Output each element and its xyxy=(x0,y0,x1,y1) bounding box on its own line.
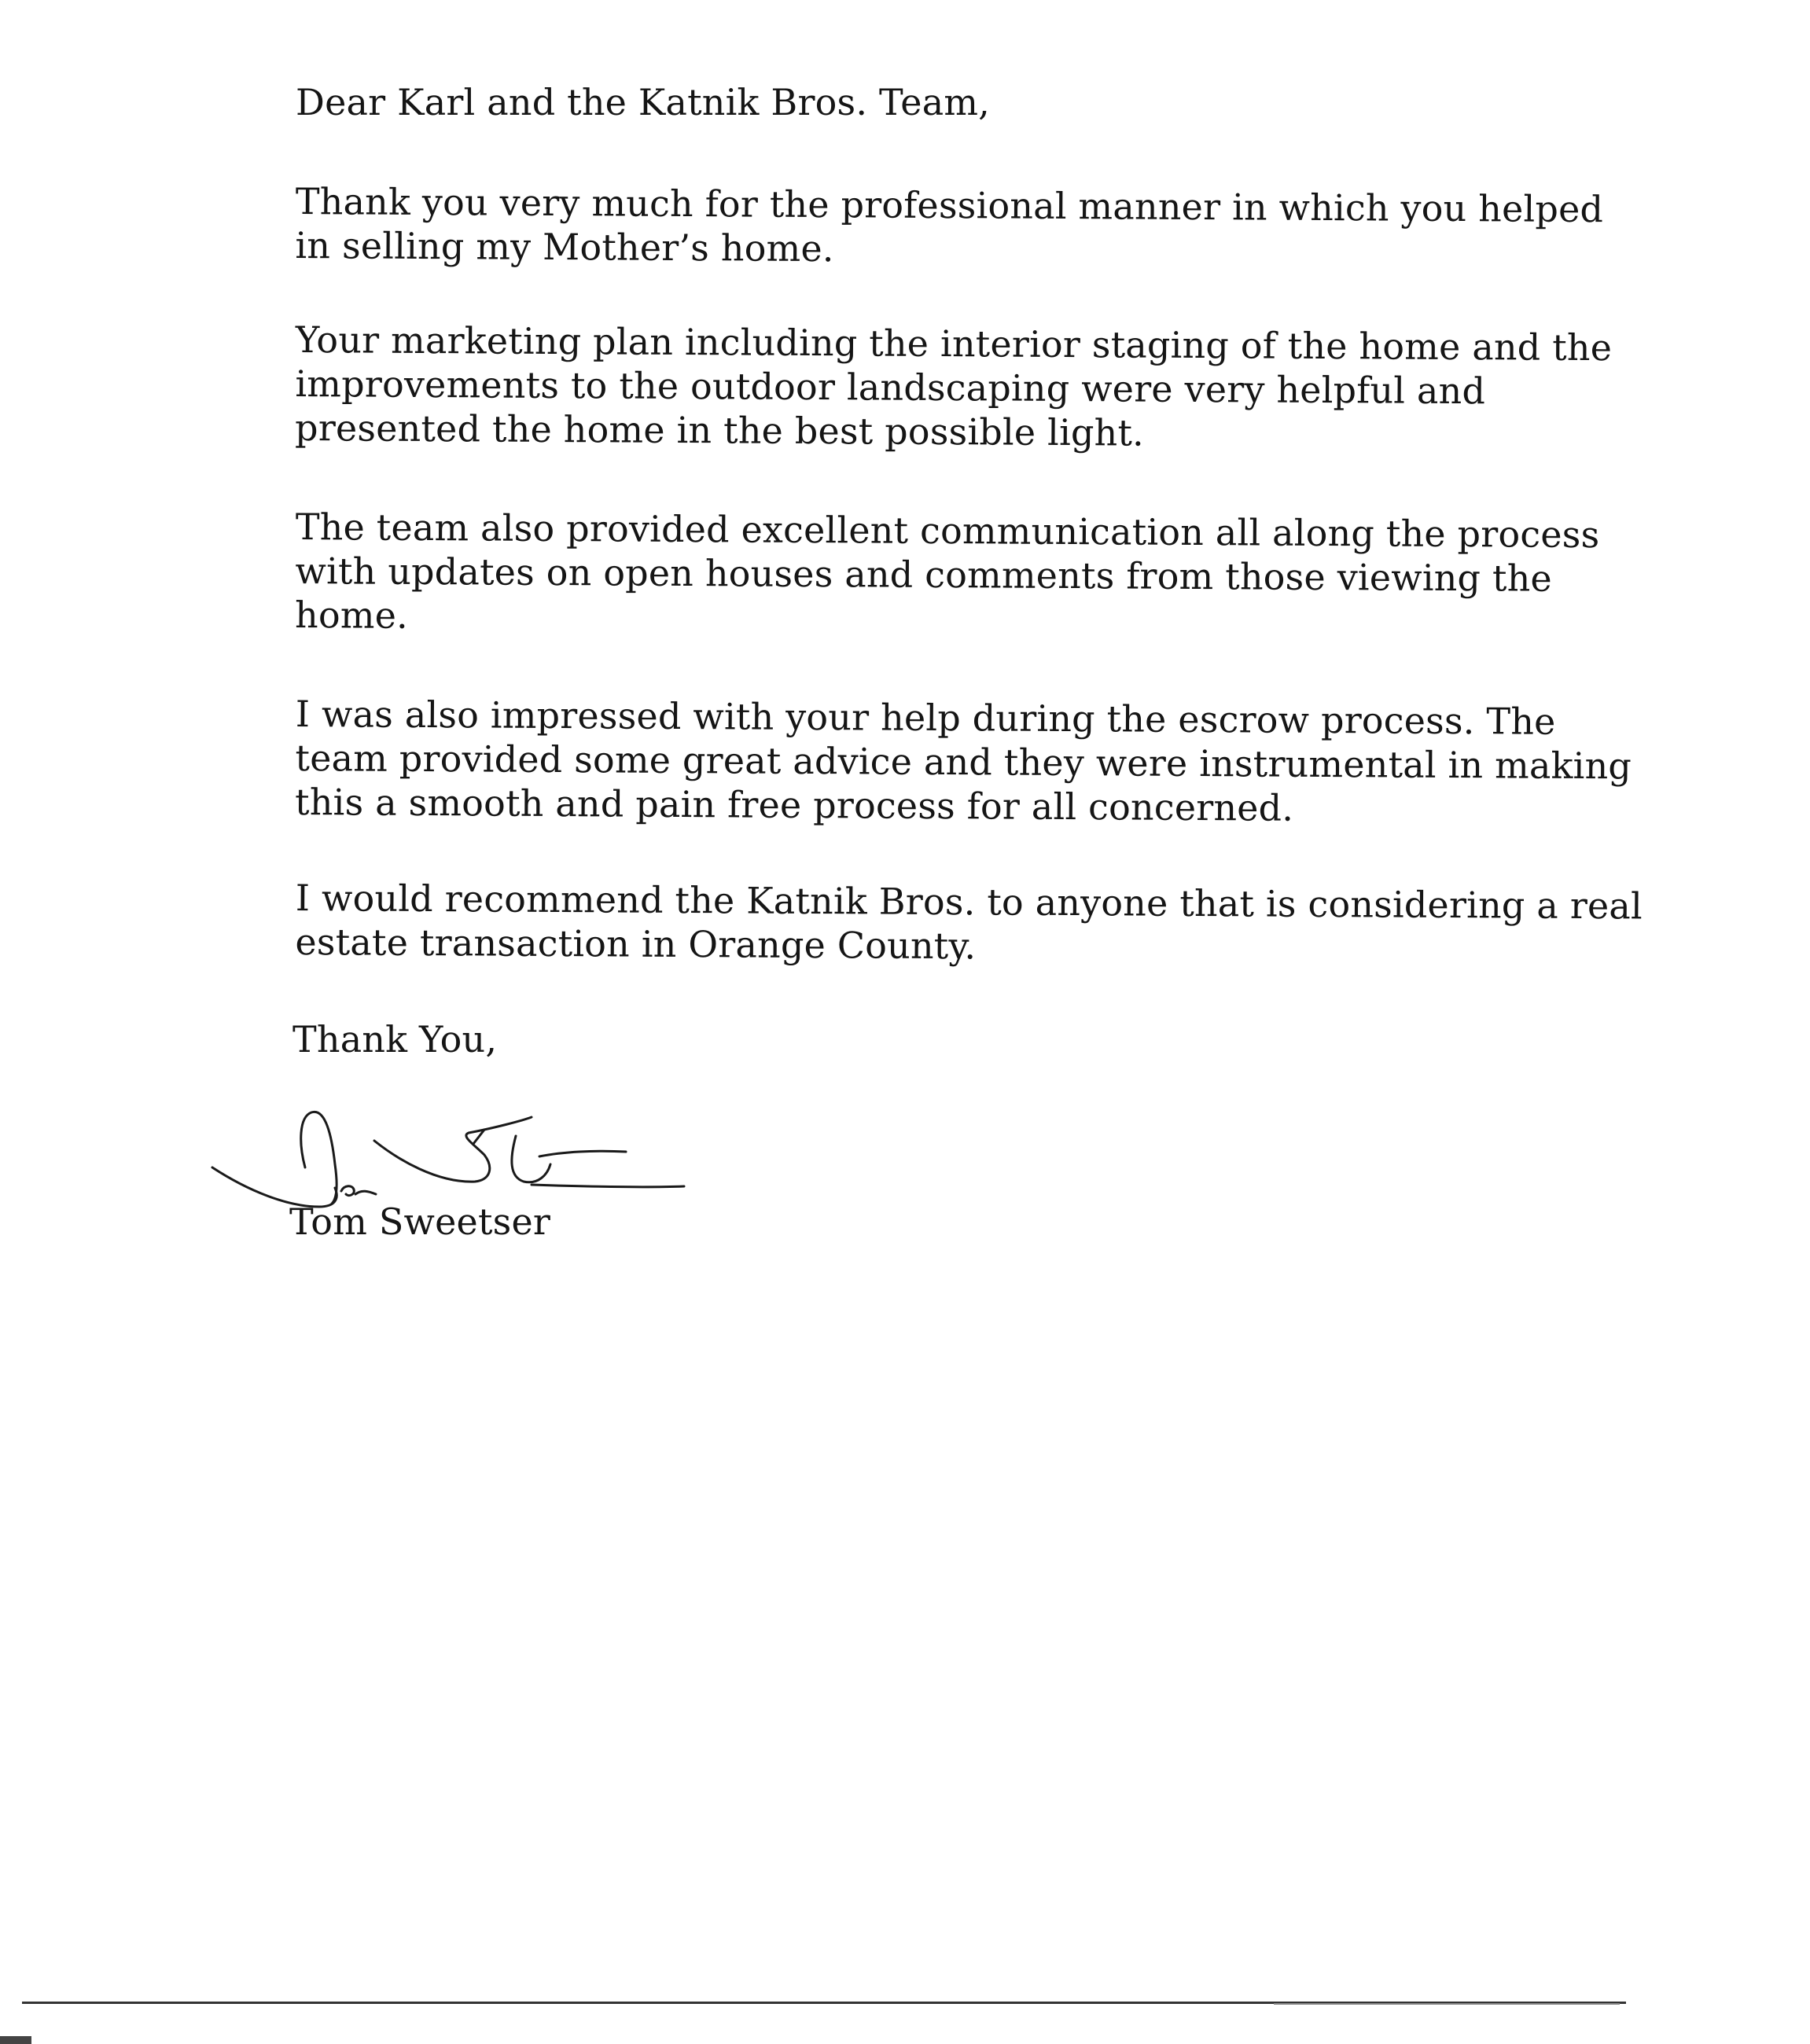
handwritten-signature xyxy=(201,1089,689,1215)
signer-name: Tom Sweetser xyxy=(289,1200,551,1243)
paragraph-line: this a smooth and pain free process for all concerned. xyxy=(294,780,1294,829)
signer-name-block xyxy=(289,1200,1579,1244)
paragraph-thank-you xyxy=(295,179,1604,275)
paragraph-line: Thank you very much for the professional manner in which you helped xyxy=(295,179,1604,231)
footer-rule-faint xyxy=(1274,2003,1620,2005)
paragraph-line: presented the home in the best possible light. xyxy=(294,406,1145,454)
paragraph-marketing xyxy=(294,318,1613,458)
closing-line: Thank You, xyxy=(292,1018,498,1061)
paragraph-line: estate transaction in Orange County. xyxy=(295,920,977,968)
paragraph-line: in selling my Mother’s home. xyxy=(295,223,834,270)
paragraph-escrow xyxy=(294,692,1632,832)
greeting-line: Dear Karl and the Katnik Bros. Team, xyxy=(296,81,990,123)
paragraph-line: I would recommend the Katnik Bros. to anyone that is considering a real xyxy=(295,877,1643,928)
paragraph-line: The team also provided excellent communication all along the process xyxy=(295,505,1600,557)
paragraph-line: home. xyxy=(294,593,409,637)
letter-greeting xyxy=(296,80,1585,124)
paragraph-communication xyxy=(294,505,1600,645)
paragraph-line: Your marketing plan including the interior staging of the home and the xyxy=(295,318,1613,369)
paragraph-line: with updates on open houses and comments from those viewing the xyxy=(295,549,1553,600)
paragraph-line: team provided some great advice and they were instrumental in making xyxy=(295,736,1632,788)
paragraph-line: I was also impressed with your help during the escrow process. The xyxy=(295,693,1556,743)
paragraph-recommendation xyxy=(295,876,1643,972)
scan-corner-mark xyxy=(0,2036,31,2044)
paragraph-line: improvements to the outdoor landscaping were very helpful and xyxy=(295,362,1486,413)
letter-closing xyxy=(292,1017,1582,1061)
